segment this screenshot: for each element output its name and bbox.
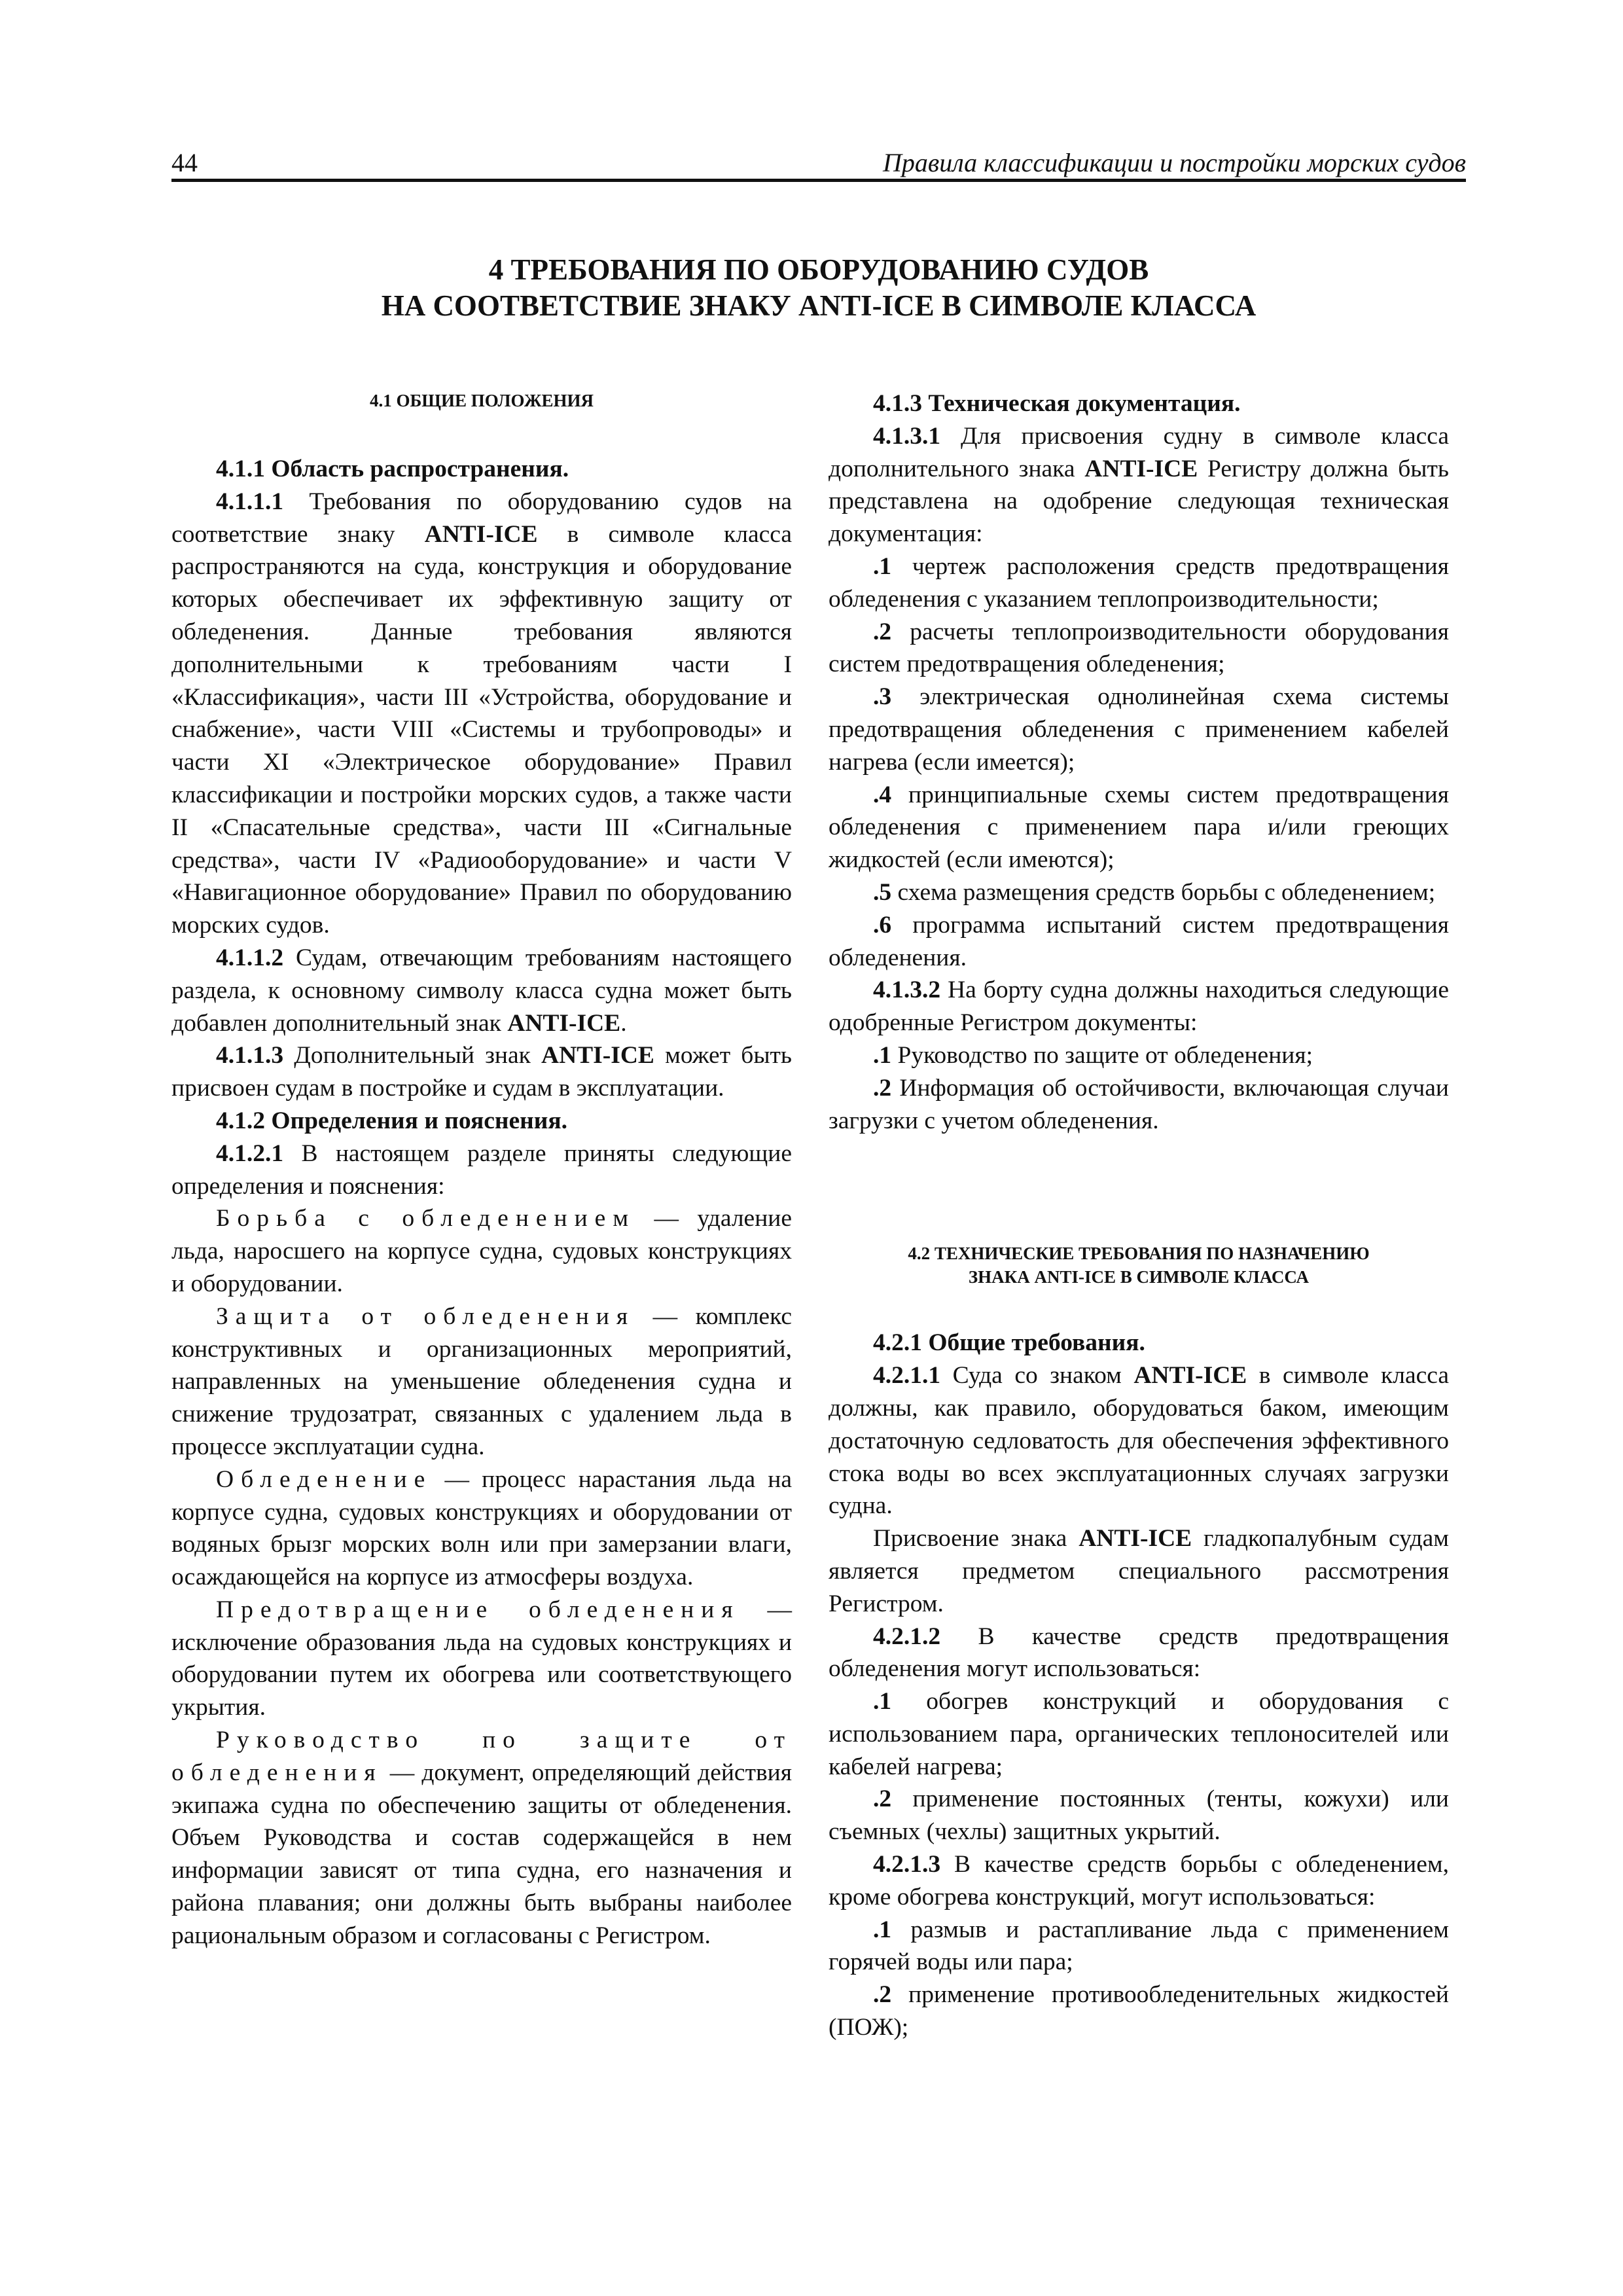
section-heading-4-1: 4.1 ОБЩИЕ ПОЛОЖЕНИЯ	[369, 391, 594, 410]
list-item	[829, 1783, 1449, 1848]
list-item	[829, 681, 1449, 778]
spacer	[829, 1289, 1449, 1327]
list-item	[829, 1072, 1449, 1138]
definition-text: — исключение образования льда на судовых конструкциях и оборудовании путем их обогрева или соответствующего укрытия.	[171, 1596, 792, 1721]
paragraph-text: В качестве средств борьбы с обледенением, кроме обогрева конструкций, могут использоваться:	[829, 1851, 1449, 1910]
item-number: .4	[873, 781, 892, 808]
paragraph-4-2-1-3	[829, 1848, 1449, 1914]
spacer	[829, 1137, 1449, 1242]
definition-4	[171, 1594, 792, 1724]
item-number: .3	[873, 683, 892, 711]
clause-number: 4.1.1.3	[216, 1042, 284, 1069]
definition-text: — процесс нарастания льда на корпусе судна, судовых конструкциях и оборудовании от водяных брызг морских волн или при замерзании влаги, осаждающейся на корпусе из атмосферы воздуха.	[171, 1465, 792, 1591]
paragraph-4-1-1-3	[171, 1039, 792, 1105]
item-number: .2	[873, 1981, 892, 2009]
item-text: программа испытаний систем предотвращения обледенения.	[829, 911, 1449, 971]
clause-number: 4.1.1.2	[216, 944, 284, 971]
item-number: .1	[873, 1916, 892, 1943]
clause-number: 4.2.1.2	[873, 1623, 941, 1650]
clause-number: 4.1.3.2	[873, 977, 941, 1004]
item-number: .1	[873, 552, 892, 580]
paragraph-4-1-1-1	[171, 486, 792, 942]
paragraph-4-2-1-2	[829, 1621, 1449, 1686]
item-text: размыв и растапливание льда с применением горячей воды или пара;	[829, 1916, 1449, 1976]
item-text: принципиальные схемы систем предотвращения обледенения с применением пара и/или греющих жидкостей (если имеются);	[829, 781, 1449, 874]
item-number: .6	[873, 911, 892, 939]
paragraph-text: На борту судна должны находиться следующие одобренные Регистром документы:	[829, 977, 1449, 1037]
class-mark: ANTI-ICE	[541, 1042, 654, 1069]
item-text: Информация об остойчивости, включающая случаи загрузки с учетом обледенения.	[829, 1074, 1449, 1134]
running-header	[171, 143, 1466, 182]
section-heading-line-1: 4.2 ТЕХНИЧЕСКИЕ ТРЕБОВАНИЯ ПО НАЗНАЧЕНИЮ	[908, 1244, 1370, 1264]
clause-number: 4.1.3.1	[873, 422, 941, 450]
spacer	[171, 412, 792, 453]
section-heading-4-2	[829, 1242, 1449, 1289]
definition-term: Предотвращение обледенения	[216, 1596, 740, 1623]
item-text: обогрев конструкций и оборудования с использованием пара, органических теплоносителей или кабелей нагрева;	[829, 1688, 1449, 1780]
paragraph-text: Требования по оборудованию судов на соответствие знаку	[171, 488, 792, 548]
right-column	[829, 387, 1449, 2044]
item-number: .2	[873, 1074, 892, 1102]
section-heading-line-2: ЗНАКА ANTI-ICE В СИМВОЛЕ КЛАССА	[968, 1267, 1310, 1287]
subsection-heading-4-2-1: 4.2.1 Общие требования.	[873, 1329, 1145, 1357]
item-number: .2	[873, 618, 892, 645]
paragraph-text: Для присвоения судну в символе класса дополнительного знака	[829, 422, 1449, 482]
paragraph-4-2-1-1	[829, 1359, 1449, 1522]
paragraph-4-1-2-1	[171, 1138, 792, 1203]
paragraph-text: может быть присвоен судам в постройке и судам в эксплуатации.	[171, 1042, 792, 1102]
paragraph-text: Регистру должна быть представлена на одобрение следующая техническая документация:	[829, 455, 1449, 548]
list-item	[829, 550, 1449, 616]
item-text: применение постоянных (тенты, кожухи) или съемных (чехлы) защитных укрытий.	[829, 1785, 1449, 1846]
paragraph-text: Судам, отвечающим требованиям настоящего раздела, к основному символу класса судна может быть добавлен дополнительный знак	[171, 944, 792, 1037]
class-mark: ANTI-ICE	[424, 520, 538, 548]
definition-3	[171, 1463, 792, 1594]
chapter-title	[171, 252, 1466, 324]
left-column	[171, 387, 792, 1952]
definition-text: — комплекс конструктивных и организационных мероприятий, направленных на уменьшение обледенения судна и снижение трудозатрат, связанных с удалением льда в процессе эксплуатации судна.	[171, 1302, 792, 1460]
header-rule	[171, 179, 1466, 182]
page-number: 44	[171, 148, 198, 177]
class-mark: ANTI-ICE	[1133, 1362, 1247, 1390]
item-number: .5	[873, 878, 892, 906]
list-item	[829, 1914, 1449, 1979]
paragraph-text: Дополнительный знак	[283, 1042, 541, 1069]
definition-2	[171, 1300, 792, 1463]
item-text: расчеты теплопроизводительности оборудования систем предотвращения обледенения;	[829, 618, 1449, 678]
item-text: применение противообледенительных жидкостей (ПОЖ);	[829, 1981, 1449, 2041]
paragraph-4-1-3-2	[829, 974, 1449, 1039]
definition-1	[171, 1202, 792, 1300]
item-number: .1	[873, 1041, 892, 1069]
list-item	[829, 909, 1449, 975]
definition-term: Обледенение	[216, 1465, 433, 1493]
clause-number: 4.1.2.1	[216, 1139, 284, 1167]
list-item	[829, 616, 1449, 681]
definition-term: Руководство по защите от обледенения	[171, 1727, 792, 1786]
subsection-heading-4-1-3: 4.1.3 Техническая документация.	[873, 390, 1241, 417]
class-mark: ANTI-ICE	[507, 1009, 621, 1037]
paragraph-4-1-1-2	[171, 942, 792, 1039]
paragraph-text: Суда со знаком	[940, 1362, 1134, 1390]
class-mark: ANTI-ICE	[1079, 1525, 1192, 1552]
item-text: чертеж расположения средств предотвращения обледенения с указанием теплопроизводительности;	[829, 552, 1449, 613]
clause-number: 4.1.1.1	[216, 488, 284, 515]
item-text: электрическая однолинейная схема системы предотвращения обледенения с применением кабелей нагрева (если имеется);	[829, 683, 1449, 776]
paragraph-text: Присвоение знака	[873, 1525, 1079, 1552]
paragraph-text: гладкопалубным судам является предметом специального рассмотрения Регистром.	[829, 1525, 1449, 1617]
chapter-title-line-1: 4 ТРЕБОВАНИЯ ПО ОБОРУДОВАНИЮ СУДОВ	[488, 253, 1149, 286]
definition-text: — документ, определяющий действия экипажа судна по обеспечению защиты от обледенения. Объем Руководства и состав содержащейся в нем информации зависят от типа судна, его назначения и района плавания; они должны быть выбраны наиболее рациональным образом и согласованы с Регистром.	[171, 1759, 792, 1949]
list-item	[829, 779, 1449, 876]
item-text: Руководство по защите от обледенения;	[891, 1041, 1313, 1069]
item-text: схема размещения средств борьбы с обледенением;	[891, 878, 1436, 906]
subsection-heading-4-1-1: 4.1.1 Область распространения.	[216, 456, 569, 482]
list-item	[829, 1039, 1449, 1072]
clause-number: 4.2.1.3	[873, 1851, 941, 1878]
list-item	[829, 1685, 1449, 1783]
clause-number: 4.2.1.1	[873, 1362, 941, 1390]
definition-5	[171, 1724, 792, 1952]
definition-term: Борьба с обледенением	[216, 1205, 636, 1232]
subsection-heading-4-1-2: 4.1.2 Определения и пояснения.	[216, 1107, 568, 1134]
paragraph-text: в символе класса должны, как правило, оборудоваться баком, имеющим достаточную седловатость для обеспечения эффективного стока воды во всех эксплуатационных случаях загрузки судна.	[829, 1362, 1449, 1520]
paragraph-text: В качестве средств предотвращения обледенения могут использоваться:	[829, 1623, 1449, 1683]
paragraph-text: в символе класса распространяются на суда, конструкция и оборудование которых обеспечивает их эффективную защиту от обледенения. Данные требования являются дополнительными к требованиям части I «Классификация», части III «Устройства, оборудование и снабжение», части VIII «Системы и трубопроводы» и части XI «Электрическое оборудование» Правил классификации и постройки морских судов, а также части II «Спасательные средства», части III «Сигнальные средства», части IV «Радиооборудование» и части V «Навигационное оборудование» Правил по оборудованию морских судов.	[171, 520, 792, 939]
class-mark: ANTI-ICE	[1084, 455, 1198, 482]
paragraph-4-1-3-1	[829, 420, 1449, 550]
definition-term: Защита от обледенения	[216, 1302, 635, 1330]
definition-text: — удаление льда, наросшего на корпусе судна, судовых конструкциях и оборудовании.	[171, 1205, 792, 1297]
running-title: Правила классификации и постройки морских судов	[882, 148, 1466, 177]
list-item	[829, 1979, 1449, 2044]
paragraph-assignment	[829, 1522, 1449, 1620]
paragraph-text: В настоящем разделе приняты следующие определения и пояснения:	[171, 1139, 792, 1200]
item-number: .2	[873, 1785, 892, 1813]
paragraph-text: .	[620, 1009, 627, 1037]
chapter-title-line-2: НА СООТВЕТСТВИЕ ЗНАКУ ANTI-ICE В СИМВОЛЕ КЛАССА	[381, 289, 1257, 322]
item-number: .1	[873, 1688, 892, 1715]
list-item	[829, 876, 1449, 909]
